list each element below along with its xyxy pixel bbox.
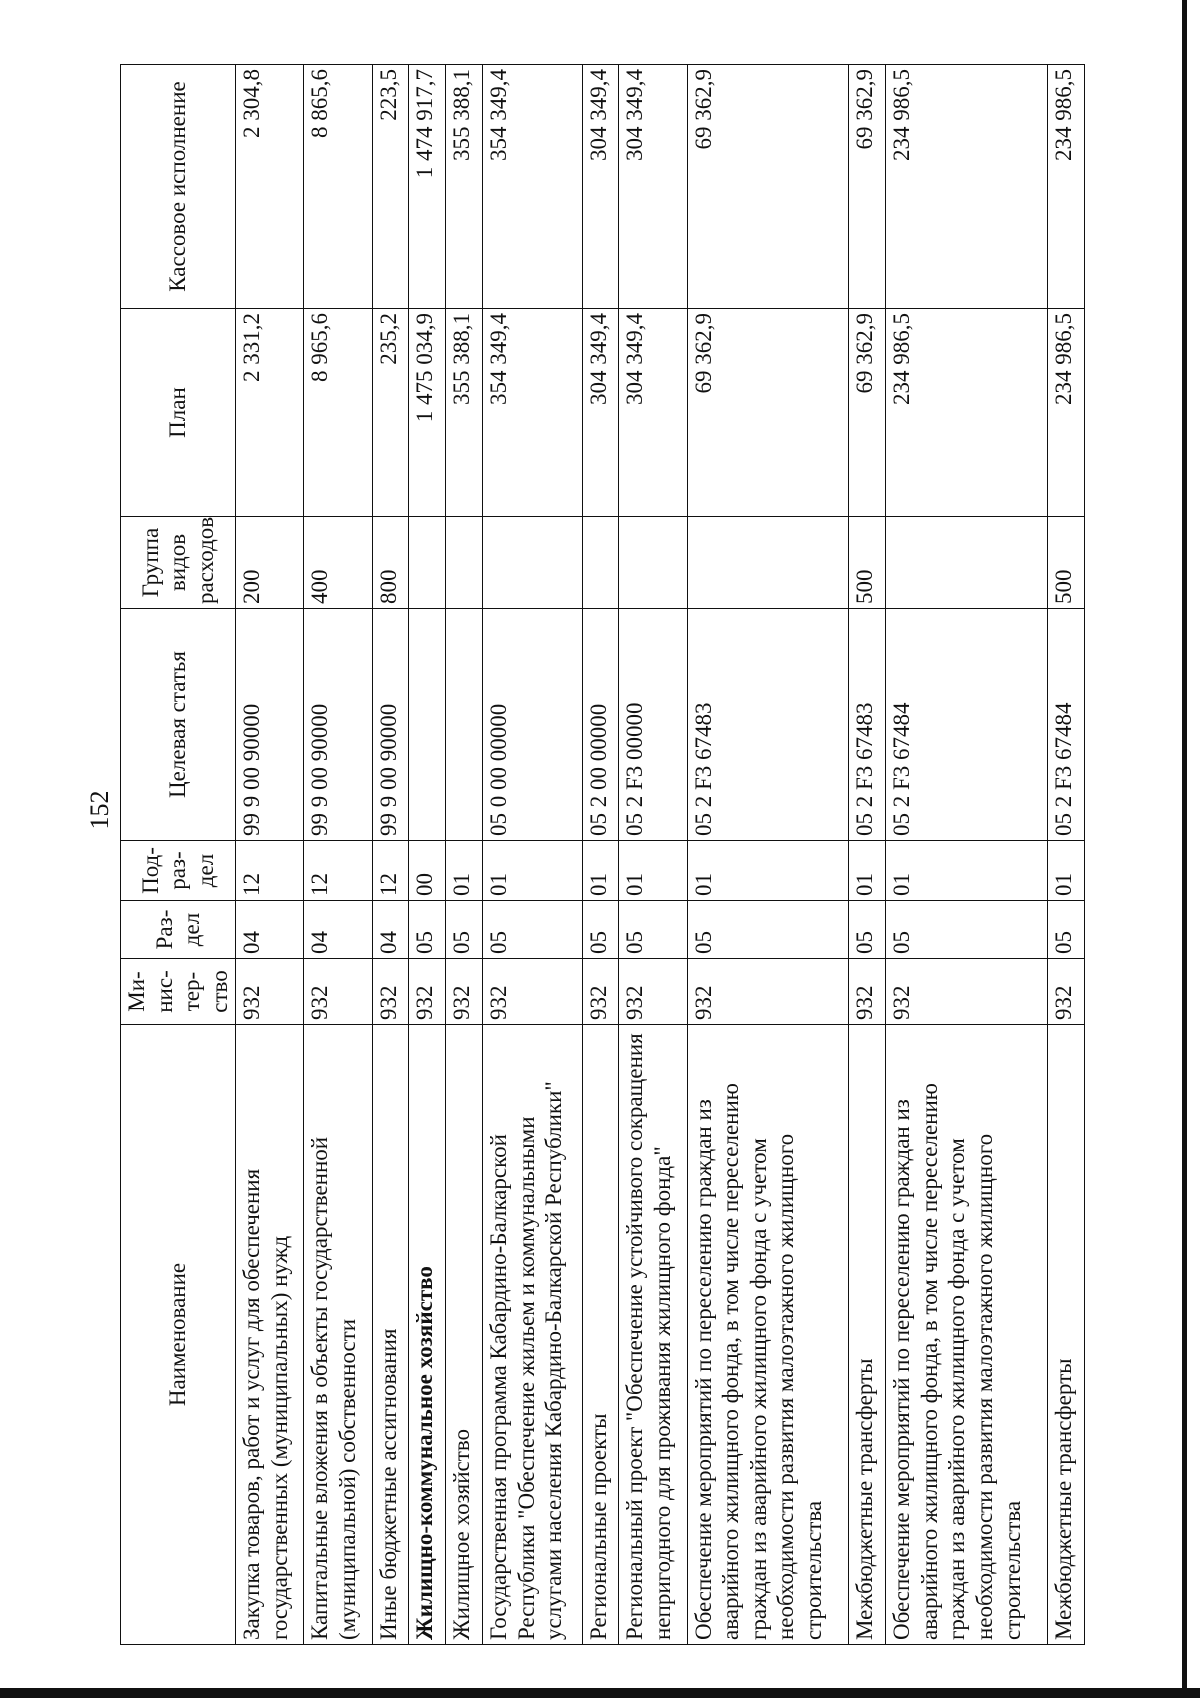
table-header-row [121,65,236,1645]
cell-name: Региональный проект "Обеспечение устойчивого сокращения непригодного для проживания жилищного фонда" [619,1025,687,1645]
cell-podrazdel: 12 [236,841,304,901]
cell-ministry: 932 [483,959,582,1025]
cell-plan: 69 362,9 [849,309,886,517]
cell-podrazdel: 01 [1048,841,1085,901]
cell-tselevaya: 05 2 F3 67484 [1048,609,1085,841]
table-row [886,65,1048,1645]
cell-name: Жилищное хозяйство [446,1025,483,1645]
table-row [372,65,409,1645]
cell-plan: 355 388,1 [446,309,483,517]
table-row [236,65,304,1645]
cell-kassovoe: 69 362,9 [849,65,886,309]
cell-plan: 69 362,9 [687,309,849,517]
budget-table [120,64,1085,1645]
cell-name: Региональные проекты [582,1025,619,1645]
table-row [446,65,483,1645]
cell-plan: 234 986,5 [1048,309,1085,517]
cell-podrazdel: 12 [304,841,372,901]
cell-plan: 235,2 [372,309,409,517]
cell-razdel: 05 [446,901,483,959]
cell-gruppa [886,517,1048,609]
cell-gruppa [483,517,582,609]
header-tselevaya: Целевая статья [121,609,236,841]
cell-ministry: 932 [409,959,446,1025]
table-row [1048,65,1085,1645]
table-row [619,65,687,1645]
cell-name: Межбюджетные трансферты [1048,1025,1085,1645]
header-name: Наименование [121,1025,236,1645]
cell-name: Государственная программа Кабардино-Балкарской Республики "Обеспечение жильем и коммунальными услугами населения Кабардино-Балкарской Республики" [483,1025,582,1645]
cell-gruppa [687,517,849,609]
cell-ministry: 932 [304,959,372,1025]
cell-kassovoe: 354 349,4 [483,65,582,309]
cell-tselevaya: 05 2 00 00000 [582,609,619,841]
cell-plan: 304 349,4 [582,309,619,517]
table-row [483,65,582,1645]
cell-kassovoe: 304 349,4 [582,65,619,309]
cell-kassovoe: 8 865,6 [304,65,372,309]
cell-podrazdel: 01 [619,841,687,901]
table-body [236,65,1085,1645]
cell-podrazdel: 01 [886,841,1048,901]
table-row [582,65,619,1645]
scan-edge-bottom [0,1688,1200,1698]
cell-podrazdel: 12 [372,841,409,901]
cell-name: Обеспечение мероприятий по переселению граждан из аварийного жилищного фонда, в том числе переселению граждан из аварийного жилищного фонда с учетом необходимости развития малоэтажного жилищного строительства [886,1025,1048,1645]
table-row [304,65,372,1645]
cell-plan: 234 986,5 [886,309,1048,517]
cell-tselevaya: 05 2 F3 00000 [619,609,687,841]
cell-name: Закупка товаров, работ и услуг для обеспечения государственных (муниципальных) нужд [236,1025,304,1645]
cell-name: Межбюджетные трансферты [849,1025,886,1645]
cell-ministry: 932 [886,959,1048,1025]
page-number: 152 [85,790,114,830]
cell-razdel: 05 [409,901,446,959]
cell-kassovoe: 234 986,5 [886,65,1048,309]
rotated-table-container [120,65,1085,1645]
header-gruppa: Группа видов расходов [121,517,236,609]
cell-razdel: 05 [582,901,619,959]
cell-kassovoe: 2 304,8 [236,65,304,309]
cell-podrazdel: 01 [687,841,849,901]
cell-kassovoe: 304 349,4 [619,65,687,309]
cell-razdel: 05 [687,901,849,959]
cell-gruppa: 500 [1048,517,1085,609]
cell-gruppa [619,517,687,609]
cell-tselevaya: 05 2 F3 67483 [687,609,849,841]
cell-tselevaya: 99 9 00 90000 [304,609,372,841]
cell-kassovoe: 69 362,9 [687,65,849,309]
cell-plan: 8 965,6 [304,309,372,517]
cell-ministry: 932 [687,959,849,1025]
cell-tselevaya: 99 9 00 90000 [372,609,409,841]
cell-podrazdel: 01 [849,841,886,901]
cell-gruppa [409,517,446,609]
cell-podrazdel: 01 [483,841,582,901]
cell-name: Жилищно-коммунальное хозяйство [409,1025,446,1645]
cell-razdel: 05 [886,901,1048,959]
cell-gruppa [446,517,483,609]
cell-plan: 2 331,2 [236,309,304,517]
cell-gruppa: 800 [372,517,409,609]
header-kassovoe: Кассовое исполнение [121,65,236,309]
cell-ministry: 932 [1048,959,1085,1025]
cell-kassovoe: 355 388,1 [446,65,483,309]
cell-plan: 1 475 034,9 [409,309,446,517]
cell-kassovoe: 1 474 917,7 [409,65,446,309]
cell-name: Иные бюджетные ассигнования [372,1025,409,1645]
cell-tselevaya: 05 0 00 00000 [483,609,582,841]
cell-tselevaya [446,609,483,841]
cell-tselevaya [409,609,446,841]
cell-gruppa: 400 [304,517,372,609]
cell-plan: 304 349,4 [619,309,687,517]
cell-razdel: 04 [304,901,372,959]
header-razdel: Раз-дел [121,901,236,959]
cell-gruppa: 200 [236,517,304,609]
cell-razdel: 05 [849,901,886,959]
cell-razdel: 04 [372,901,409,959]
cell-razdel: 05 [619,901,687,959]
cell-ministry: 932 [582,959,619,1025]
cell-razdel: 05 [483,901,582,959]
cell-ministry: 932 [446,959,483,1025]
cell-name: Обеспечение мероприятий по переселению граждан из аварийного жилищного фонда, в том числе переселению граждан из аварийного жилищного фонда с учетом необходимости развития малоэтажного жилищного строительства [687,1025,849,1645]
scan-edge-right [1182,0,1187,1698]
table-row [687,65,849,1645]
cell-tselevaya: 05 2 F3 67484 [886,609,1048,841]
header-plan: План [121,309,236,517]
cell-podrazdel: 01 [446,841,483,901]
table-row [409,65,446,1645]
cell-ministry: 932 [619,959,687,1025]
cell-name: Капитальные вложения в объекты государственной (муниципальной) собственности [304,1025,372,1645]
cell-gruppa: 500 [849,517,886,609]
cell-plan: 354 349,4 [483,309,582,517]
cell-razdel: 05 [1048,901,1085,959]
cell-kassovoe: 234 986,5 [1048,65,1085,309]
cell-ministry: 932 [236,959,304,1025]
cell-razdel: 04 [236,901,304,959]
cell-tselevaya: 99 9 00 90000 [236,609,304,841]
cell-tselevaya: 05 2 F3 67483 [849,609,886,841]
cell-kassovoe: 223,5 [372,65,409,309]
cell-podrazdel: 00 [409,841,446,901]
cell-ministry: 932 [849,959,886,1025]
header-podrazdel: Под-раз-дел [121,841,236,901]
table-row [849,65,886,1645]
cell-podrazdel: 01 [582,841,619,901]
cell-gruppa [582,517,619,609]
header-ministry: Ми-нис-тер-ство [121,959,236,1025]
cell-ministry: 932 [372,959,409,1025]
